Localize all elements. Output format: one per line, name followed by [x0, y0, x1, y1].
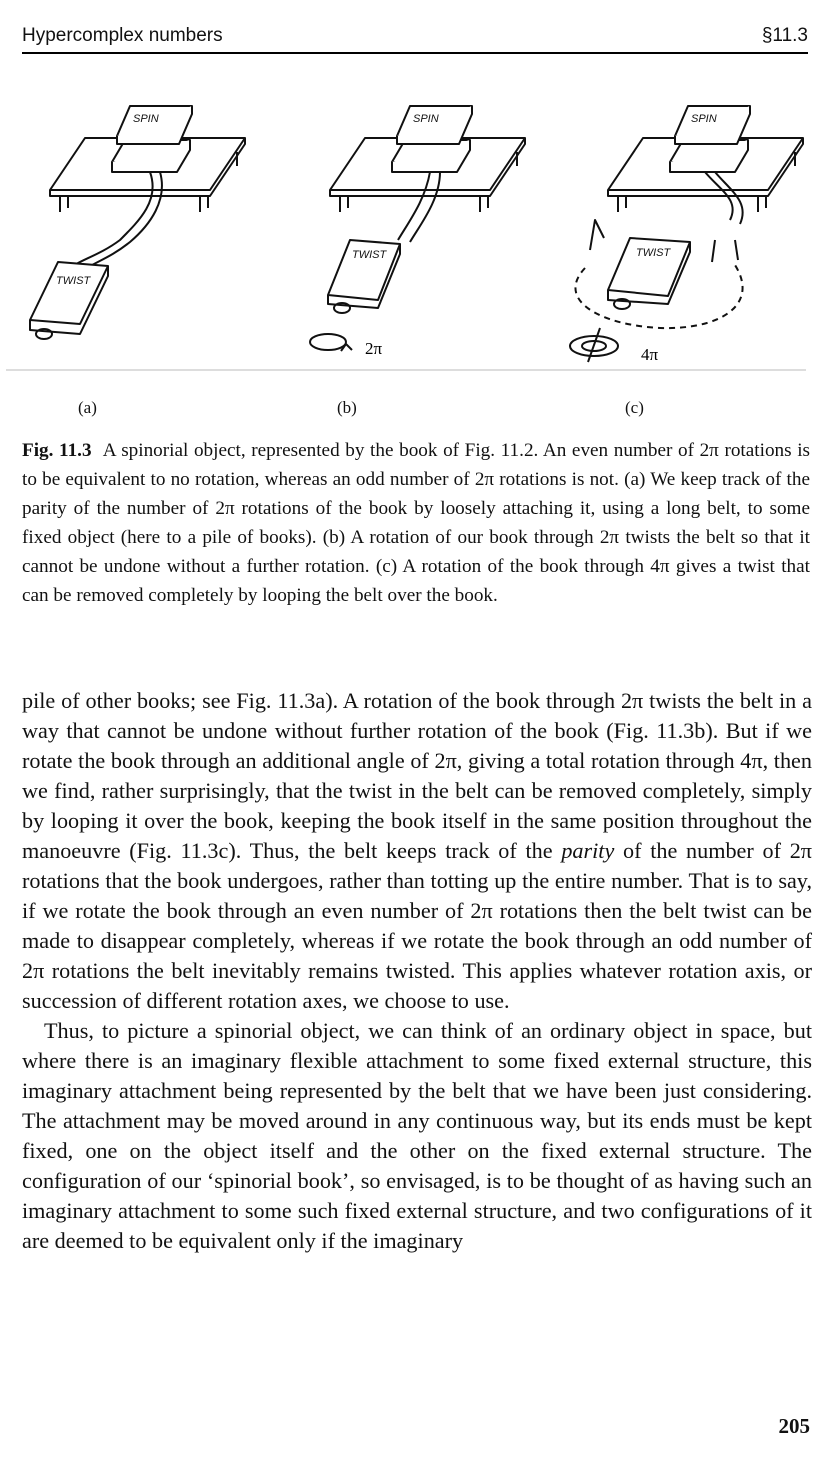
- panel-a-twist-label: TWIST: [56, 275, 91, 287]
- rotation-4pi-label: 4π: [641, 345, 659, 364]
- figure-illustration: [0, 90, 836, 390]
- panel-label-a: (a): [78, 398, 97, 417]
- body-text: [22, 686, 812, 1256]
- panel-c-twist-label: TWIST: [636, 247, 671, 259]
- panel-b-drawing: [310, 106, 525, 351]
- section-number: §11.3: [761, 25, 808, 46]
- paragraph-1: [22, 686, 812, 1016]
- panel-c-spin-label: SPIN: [691, 113, 717, 125]
- figure-caption: [22, 436, 810, 610]
- caption-label: Fig. 11.3: [22, 440, 92, 461]
- paragraph-2: Thus, to picture a spinorial object, we can think of an ordinary object in space, but where there is an imaginary flexible attachment to some fixed external structure, this imaginary attachment being represented by the belt that we have been just considering. The attachment may be moved around in any continuous way, but its ends must be kept fixed, one on the object itself and the other on the fixed external structure. The configuration of our ‘spinorial book’, so envisaged, is to be thought of as having such an imaginary attachment to some such fixed external structure, and two configurations of it are deemed to be equivalent only if the imaginary: [22, 1018, 812, 1253]
- panel-label-b: (b): [337, 398, 357, 417]
- panel-a-spin-label: SPIN: [133, 113, 159, 125]
- section-title: Hypercomplex numbers: [22, 25, 223, 46]
- caption-text: A spinorial object, represented by the book of Fig. 11.2. An even number of 2π rotations is to be equivalent to no rotation, whereas an odd number of 2π rotations is not. (a) We keep track of the parity of the number of 2π rotations of the book by loosely attaching it, using a long belt, to some fixed object (here to a pile of books). (b) A rotation of our book through 2π twists the belt so that it cannot be undone without a further rotation. (c) A rotation of the book through 4π gives a twist that can be removed completely by looping the belt over the book.: [22, 440, 811, 606]
- rotation-2pi-label: 2π: [365, 339, 383, 358]
- panel-a-drawing: [30, 106, 245, 339]
- panel-c-drawing: [570, 106, 803, 362]
- panel-b-twist-label: TWIST: [352, 249, 387, 261]
- paragraph-1-end: of the number of 2π rotations that the book undergoes, rather than totting up the entire number. That is to say, if we rotate the book through an even number of 2π rotations then the belt twist can be made to disappear completely, whereas if we rotate the book through an odd number of 2π rotations the belt inevitably remains twisted. This applies whatever rotation axis, or succession of different rotation axes, we choose to use.: [22, 838, 812, 1013]
- paragraph-1-start: pile of other books; see Fig. 11.3a). A rotation of the book through 2π twists the belt in a way that cannot be undone without further rotation of the book (Fig. 11.3b). But if we rotate the book through an additional angle of 2π, giving a total rotation through 4π, then we find, rather surprisingly, that the twist in the belt can be removed completely, simply by looping it over the book, keeping the book itself in the same position throughout the manoeuvre (Fig. 11.3c). Thus, the belt keeps track of the: [22, 688, 812, 863]
- figure-11-3: [0, 90, 836, 420]
- panel-label-c: (c): [625, 398, 644, 417]
- running-header: [22, 22, 808, 54]
- parity-emphasis: parity: [561, 838, 615, 863]
- page-number: 205: [778, 1414, 810, 1438]
- panel-b-spin-label: SPIN: [413, 113, 439, 125]
